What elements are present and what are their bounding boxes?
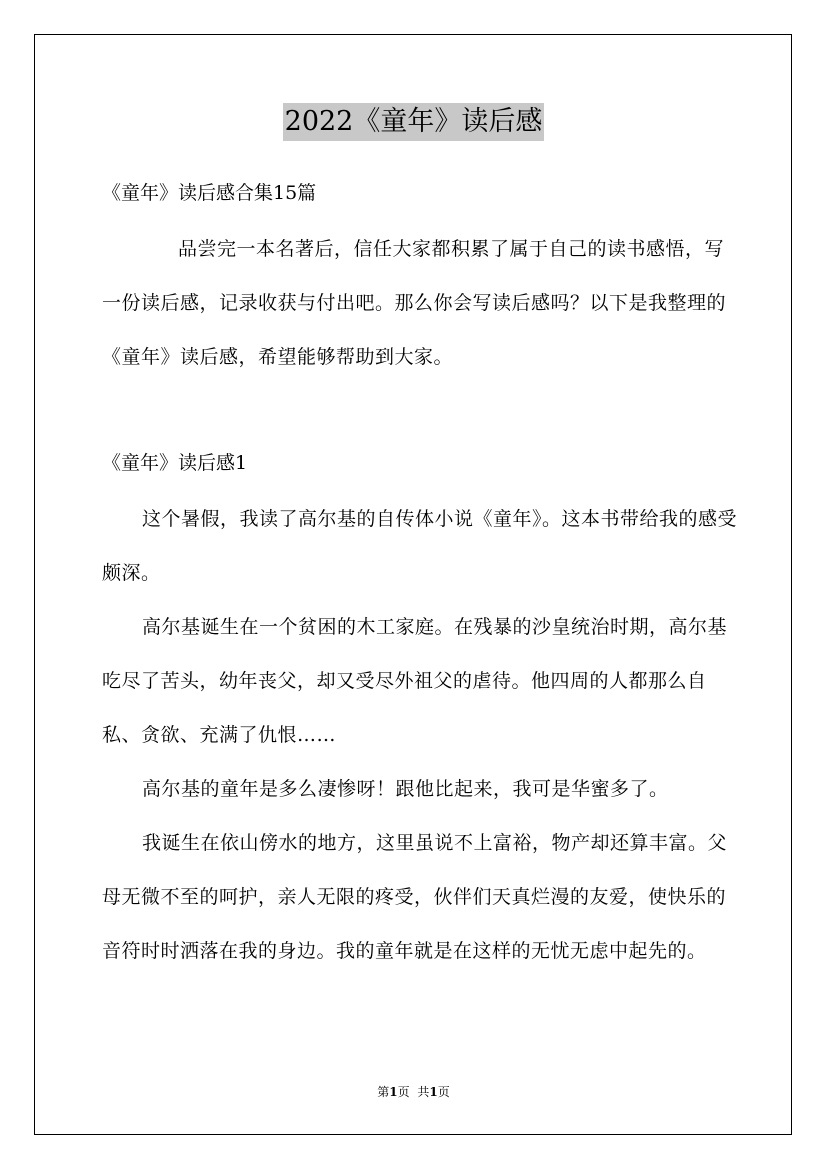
page-number: 1 [389, 1085, 398, 1099]
body-section [102, 492, 742, 978]
total-suffix: 页 [437, 1085, 450, 1099]
total-pages: 1 [429, 1085, 438, 1099]
body-paragraph: 高尔基诞生在一个贫困的木工家庭。在残暴的沙皇统治时期，高尔基吃尽了苦头，幼年丧父，却又受尽外祖父的虐待。他四周的人都那么自私、贪欲、充满了仇恨…… [102, 616, 728, 746]
title-container [0, 103, 827, 141]
page-footer [0, 1083, 827, 1101]
document-title: 2022《童年》读后感 [283, 103, 545, 141]
page-suffix: 页 [397, 1085, 410, 1099]
total-prefix: 共 [417, 1085, 430, 1099]
body-paragraph: 我诞生在依山傍水的地方，这里虽说不上富裕，物产却还算丰富。父母无微不至的呵护，亲人无限的疼受，伙伴们天真烂漫的友爱，使快乐的音符时时洒落在我的身边。我的童年就是在这样的无忧无虑中起先的。 [102, 832, 728, 962]
page-prefix: 第 [377, 1085, 390, 1099]
body-paragraph: 这个暑假，我读了高尔基的自传体小说《童年》。这本书带给我的感受颇深。 [102, 508, 738, 584]
body-paragraph: 高尔基的童年是多么凄惨呀！跟他比起来，我可是华蜜多了。 [142, 778, 669, 800]
section-heading: 《童年》读后感1 [102, 452, 248, 474]
document-subtitle: 《童年》读后感合集15篇 [102, 182, 317, 204]
intro-paragraph: 品尝完一本名著后，信任大家都积累了属于自己的读书感悟，写一份读后感，记录收获与付出吧。那么你会写读后感吗？以下是我整理的《童年》读后感，希望能够帮助到大家。 [102, 238, 727, 368]
intro-section [102, 222, 742, 384]
